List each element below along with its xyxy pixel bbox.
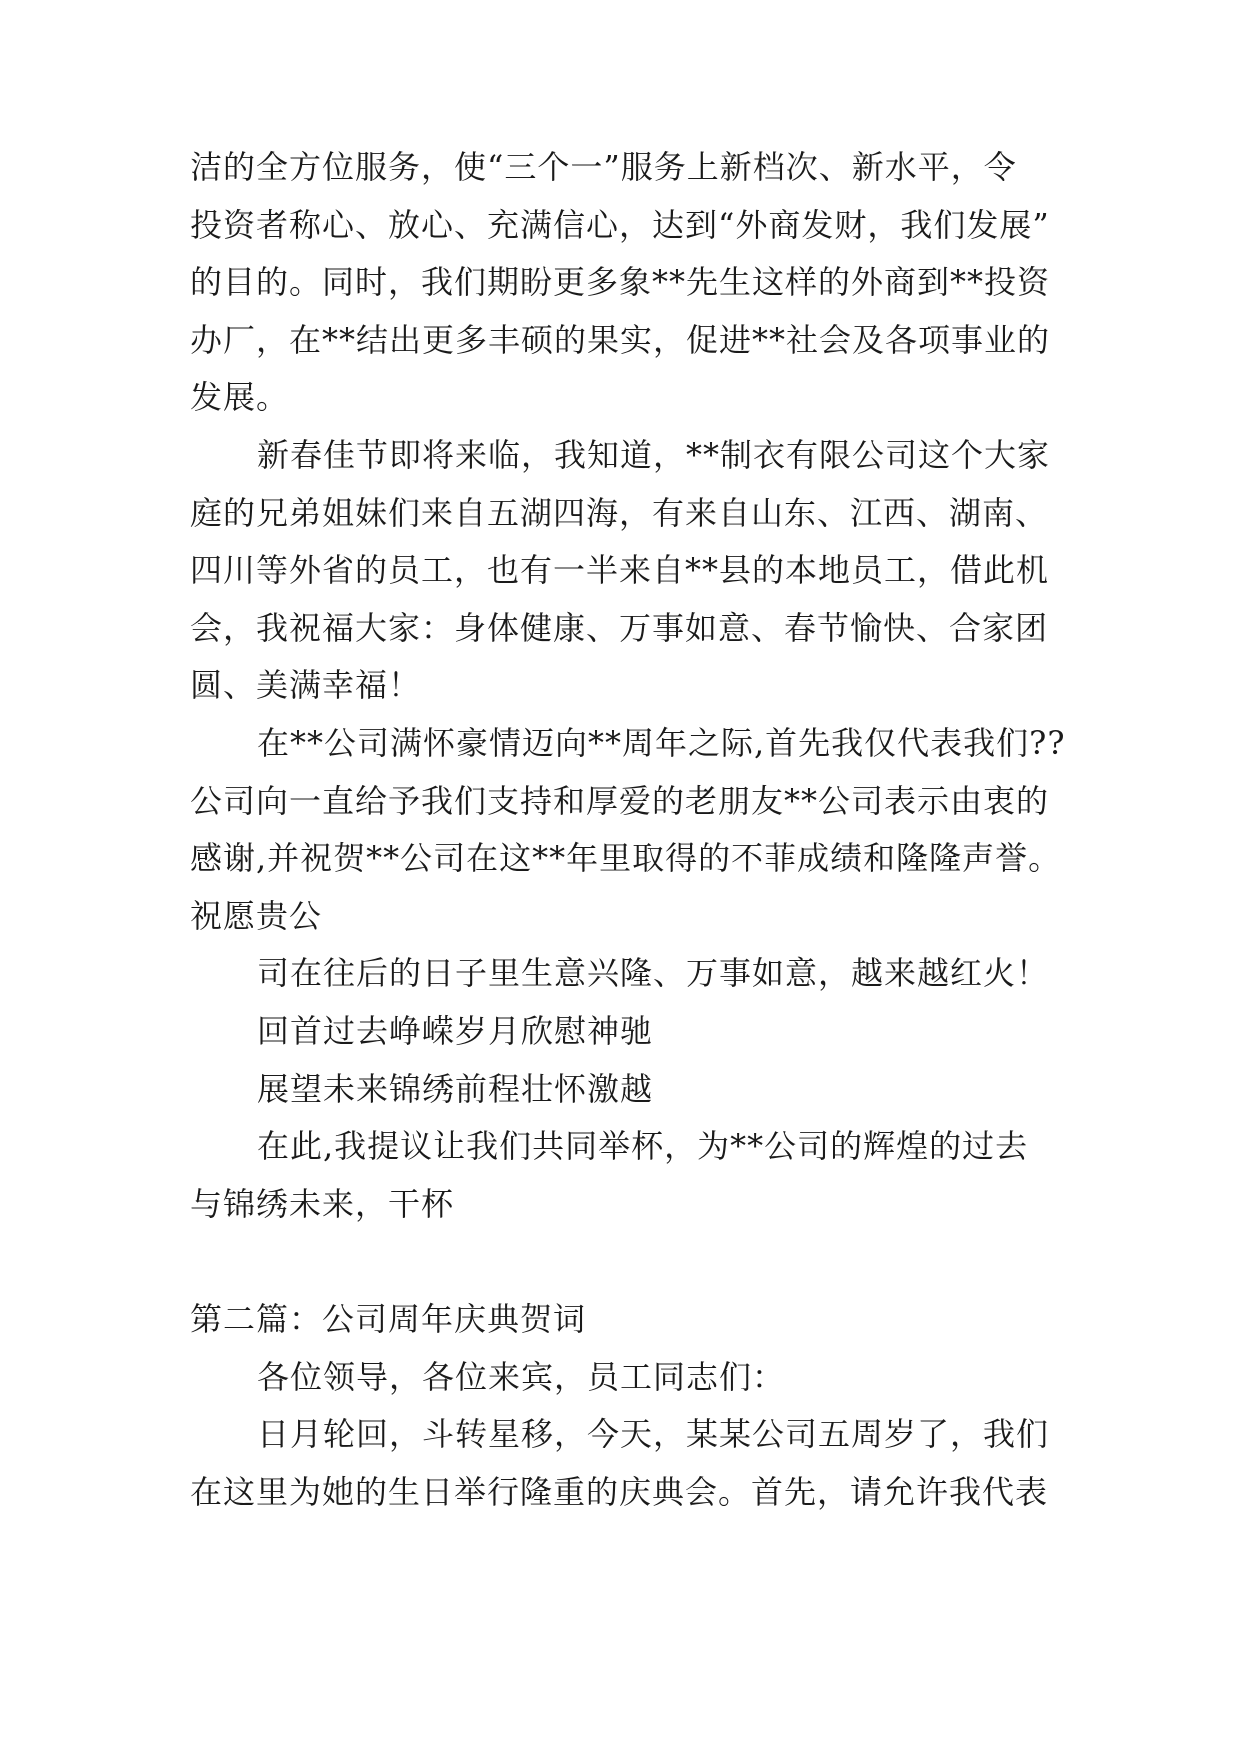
paragraph-start-line: 在**公司满怀豪情迈向**周年之际,首先我仅代表我们?? [257, 724, 1066, 762]
text-line: 的目的。同时，我们期盼更多象**先生这样的外商到**投资 [190, 263, 1051, 301]
text-line: 与锦绣未来，干杯 [190, 1185, 455, 1223]
text-line: 办厂，在**结出更多丰硕的果实，促进**社会及各项事业的 [190, 321, 1051, 359]
text-line: 会，我祝福大家：身体健康、万事如意、春节愉快、合家团 [190, 609, 1049, 647]
paragraph-start-line: 新春佳节即将来临，我知道，**制衣有限公司这个大家 [257, 436, 1051, 474]
paragraph-start-line: 司在往后的日子里生意兴隆、万事如意，越来越红火！ [257, 954, 1050, 992]
text-line: 投资者称心、放心、充满信心，达到“外商发财，我们发展” [190, 206, 1050, 244]
text-line: 在这里为她的生日举行隆重的庆典会。首先，请允许我代表 [190, 1473, 1049, 1511]
paragraph-start-line: 日月轮回，斗转星移，今天，某某公司五周岁了，我们 [257, 1415, 1050, 1453]
text-line: 洁的全方位服务，使“三个一”服务上新档次、新水平，令 [190, 148, 1017, 186]
paragraph-start-line: 回首过去峥嵘岁月欣慰神驰 [257, 1012, 654, 1050]
paragraph-start-line: 展望未来锦绣前程壮怀激越 [257, 1070, 654, 1108]
paragraph-start-line: 在此,我提议让我们共同举杯，为**公司的辉煌的过去 [257, 1127, 1029, 1165]
text-line: 发展。 [190, 378, 290, 416]
text-line: 感谢,并祝贺**公司在这**年里取得的不菲成绩和隆隆声誉。 [190, 839, 1062, 877]
section-heading: 第二篇：公司周年庆典贺词 [190, 1300, 587, 1338]
text-line: 庭的兄弟姐妹们来自五湖四海，有来自山东、江西、湖南、 [190, 494, 1049, 532]
salutation-line: 各位领导，各位来宾，员工同志们： [257, 1358, 786, 1396]
text-line: 祝愿贵公 [190, 897, 323, 935]
text-line: 公司向一直给予我们支持和厚爱的老朋友**公司表示由衷的 [190, 782, 1050, 820]
text-line: 四川等外省的员工，也有一半来自**县的本地员工，借此机 [190, 551, 1050, 589]
text-line: 圆、美满幸福！ [190, 666, 422, 704]
